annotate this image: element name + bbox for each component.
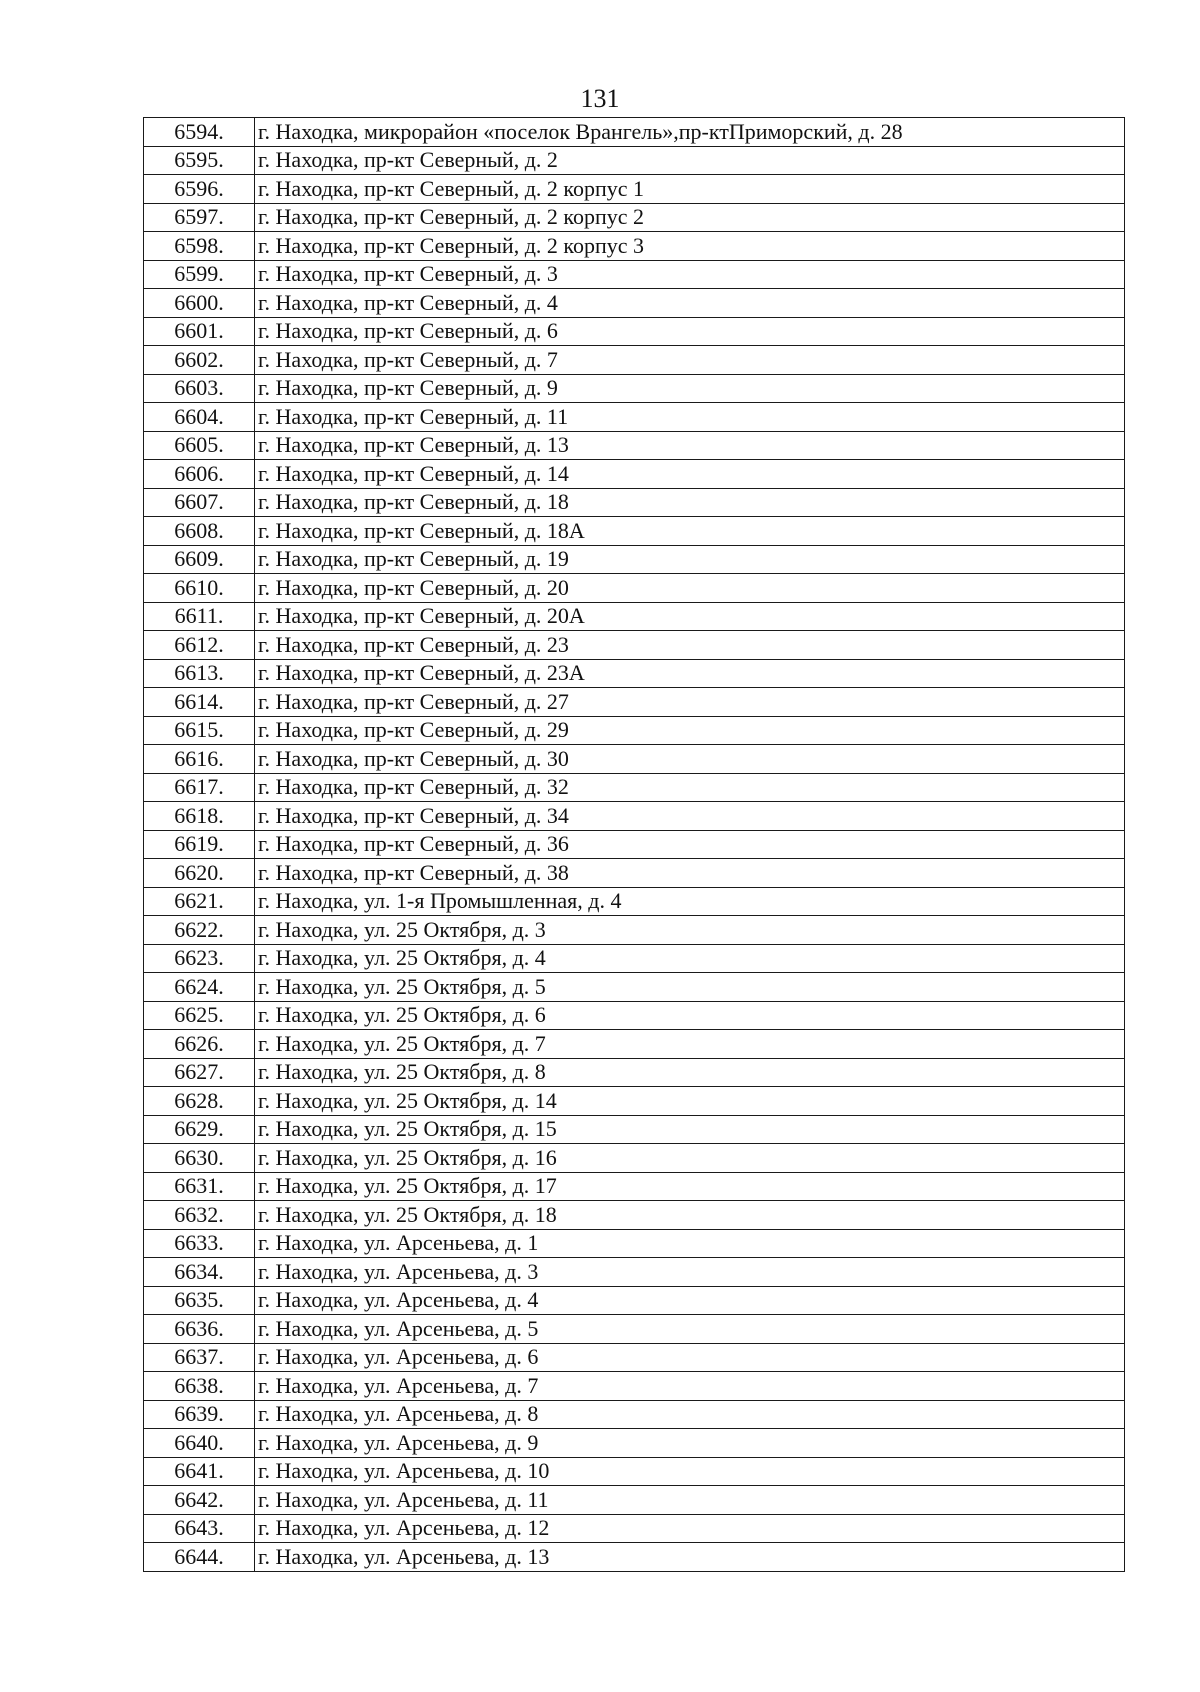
address-cell: г. Находка, пр-кт Северный, д. 20 xyxy=(255,574,1125,603)
table-row xyxy=(144,1486,1125,1515)
address-cell: г. Находка, ул. 25 Октября, д. 15 xyxy=(255,1115,1125,1144)
row-number-cell: 6642. xyxy=(144,1486,255,1515)
row-number-cell: 6596. xyxy=(144,175,255,204)
address-cell: г. Находка, ул. Арсеньева, д. 1 xyxy=(255,1229,1125,1258)
address-cell: г. Находка, пр-кт Северный, д. 23А xyxy=(255,659,1125,688)
table-row xyxy=(144,1286,1125,1315)
address-cell: г. Находка, ул. 1-я Промышленная, д. 4 xyxy=(255,887,1125,916)
address-cell: г. Находка, пр-кт Северный, д. 7 xyxy=(255,346,1125,375)
row-number-cell: 6594. xyxy=(144,118,255,147)
table-row xyxy=(144,346,1125,375)
row-number-cell: 6614. xyxy=(144,688,255,717)
table-row xyxy=(144,1400,1125,1429)
table-row xyxy=(144,1058,1125,1087)
address-cell: г. Находка, ул. Арсеньева, д. 13 xyxy=(255,1543,1125,1572)
address-cell: г. Находка, пр-кт Северный, д. 13 xyxy=(255,431,1125,460)
table-row xyxy=(144,1087,1125,1116)
address-cell: г. Находка, пр-кт Северный, д. 9 xyxy=(255,374,1125,403)
address-cell: г. Находка, ул. Арсеньева, д. 3 xyxy=(255,1258,1125,1287)
table-row xyxy=(144,374,1125,403)
table-row xyxy=(144,1543,1125,1572)
address-cell: г. Находка, ул. 25 Октября, д. 18 xyxy=(255,1201,1125,1230)
address-cell: г. Находка, ул. Арсеньева, д. 10 xyxy=(255,1457,1125,1486)
row-number-cell: 6624. xyxy=(144,973,255,1002)
table-row xyxy=(144,973,1125,1002)
address-cell: г. Находка, пр-кт Северный, д. 32 xyxy=(255,773,1125,802)
address-cell: г. Находка, пр-кт Северный, д. 4 xyxy=(255,289,1125,318)
row-number-cell: 6635. xyxy=(144,1286,255,1315)
row-number-cell: 6607. xyxy=(144,488,255,517)
address-cell: г. Находка, пр-кт Северный, д. 38 xyxy=(255,859,1125,888)
table-row xyxy=(144,146,1125,175)
address-cell: г. Находка, пр-кт Северный, д. 2 корпус 1 xyxy=(255,175,1125,204)
address-cell: г. Находка, пр-кт Северный, д. 27 xyxy=(255,688,1125,717)
table-row xyxy=(144,830,1125,859)
table-row xyxy=(144,802,1125,831)
table-row xyxy=(144,1201,1125,1230)
table-row xyxy=(144,118,1125,147)
row-number-cell: 6629. xyxy=(144,1115,255,1144)
row-number-cell: 6633. xyxy=(144,1229,255,1258)
address-cell: г. Находка, пр-кт Северный, д. 36 xyxy=(255,830,1125,859)
row-number-cell: 6600. xyxy=(144,289,255,318)
table-row xyxy=(144,916,1125,945)
row-number-cell: 6626. xyxy=(144,1030,255,1059)
row-number-cell: 6603. xyxy=(144,374,255,403)
row-number-cell: 6625. xyxy=(144,1001,255,1030)
address-cell: г. Находка, ул. Арсеньева, д. 9 xyxy=(255,1429,1125,1458)
address-cell: г. Находка, ул. Арсеньева, д. 12 xyxy=(255,1514,1125,1543)
table-row xyxy=(144,631,1125,660)
row-number-cell: 6604. xyxy=(144,403,255,432)
address-cell: г. Находка, ул. Арсеньева, д. 11 xyxy=(255,1486,1125,1515)
row-number-cell: 6606. xyxy=(144,460,255,489)
row-number-cell: 6615. xyxy=(144,716,255,745)
address-cell: г. Находка, ул. 25 Октября, д. 6 xyxy=(255,1001,1125,1030)
address-cell: г. Находка, ул. 25 Октября, д. 16 xyxy=(255,1144,1125,1173)
row-number-cell: 6622. xyxy=(144,916,255,945)
row-number-cell: 6620. xyxy=(144,859,255,888)
table-row xyxy=(144,1144,1125,1173)
row-number-cell: 6621. xyxy=(144,887,255,916)
table-row xyxy=(144,517,1125,546)
address-cell: г. Находка, пр-кт Северный, д. 18 xyxy=(255,488,1125,517)
table-row xyxy=(144,1457,1125,1486)
row-number-cell: 6597. xyxy=(144,203,255,232)
address-cell: г. Находка, ул. 25 Октября, д. 5 xyxy=(255,973,1125,1002)
row-number-cell: 6634. xyxy=(144,1258,255,1287)
table-row xyxy=(144,887,1125,916)
row-number-cell: 6637. xyxy=(144,1343,255,1372)
table-row xyxy=(144,203,1125,232)
row-number-cell: 6623. xyxy=(144,944,255,973)
table-row xyxy=(144,1172,1125,1201)
row-number-cell: 6638. xyxy=(144,1372,255,1401)
row-number-cell: 6601. xyxy=(144,317,255,346)
address-cell: г. Находка, пр-кт Северный, д. 23 xyxy=(255,631,1125,660)
address-cell: г. Находка, пр-кт Северный, д. 30 xyxy=(255,745,1125,774)
table-row xyxy=(144,460,1125,489)
row-number-cell: 6612. xyxy=(144,631,255,660)
table-row xyxy=(144,716,1125,745)
address-cell: г. Находка, пр-кт Северный, д. 2 корпус 3 xyxy=(255,232,1125,261)
row-number-cell: 6643. xyxy=(144,1514,255,1543)
table-row xyxy=(144,1030,1125,1059)
row-number-cell: 6627. xyxy=(144,1058,255,1087)
address-cell: г. Находка, пр-кт Северный, д. 14 xyxy=(255,460,1125,489)
address-cell: г. Находка, микрорайон «поселок Врангель»,пр-ктПриморский, д. 28 xyxy=(255,118,1125,147)
row-number-cell: 6628. xyxy=(144,1087,255,1116)
table-row xyxy=(144,859,1125,888)
table-row xyxy=(144,773,1125,802)
row-number-cell: 6605. xyxy=(144,431,255,460)
address-table-body xyxy=(144,118,1125,1572)
address-table xyxy=(143,117,1125,1572)
address-cell: г. Находка, ул. Арсеньева, д. 8 xyxy=(255,1400,1125,1429)
table-row xyxy=(144,289,1125,318)
row-number-cell: 6617. xyxy=(144,773,255,802)
address-cell: г. Находка, ул. Арсеньева, д. 4 xyxy=(255,1286,1125,1315)
address-cell: г. Находка, ул. 25 Октября, д. 17 xyxy=(255,1172,1125,1201)
address-cell: г. Находка, ул. 25 Октября, д. 14 xyxy=(255,1087,1125,1116)
address-cell: г. Находка, пр-кт Северный, д. 2 корпус 2 xyxy=(255,203,1125,232)
table-row xyxy=(144,488,1125,517)
table-row xyxy=(144,1514,1125,1543)
table-row xyxy=(144,1343,1125,1372)
table-row xyxy=(144,1372,1125,1401)
address-cell: г. Находка, пр-кт Северный, д. 20А xyxy=(255,602,1125,631)
table-row xyxy=(144,1115,1125,1144)
table-row xyxy=(144,403,1125,432)
page-number: 131 xyxy=(580,84,620,113)
address-cell: г. Находка, ул. 25 Октября, д. 7 xyxy=(255,1030,1125,1059)
table-row xyxy=(144,659,1125,688)
address-cell: г. Находка, пр-кт Северный, д. 11 xyxy=(255,403,1125,432)
row-number-cell: 6613. xyxy=(144,659,255,688)
row-number-cell: 6640. xyxy=(144,1429,255,1458)
table-row xyxy=(144,431,1125,460)
table-row xyxy=(144,745,1125,774)
table-row xyxy=(144,944,1125,973)
row-number-cell: 6639. xyxy=(144,1400,255,1429)
table-row xyxy=(144,1001,1125,1030)
address-cell: г. Находка, пр-кт Северный, д. 6 xyxy=(255,317,1125,346)
address-cell: г. Находка, ул. 25 Октября, д. 8 xyxy=(255,1058,1125,1087)
table-row xyxy=(144,232,1125,261)
address-cell: г. Находка, ул. Арсеньева, д. 5 xyxy=(255,1315,1125,1344)
table-row xyxy=(144,175,1125,204)
row-number-cell: 6616. xyxy=(144,745,255,774)
row-number-cell: 6595. xyxy=(144,146,255,175)
address-cell: г. Находка, пр-кт Северный, д. 18А xyxy=(255,517,1125,546)
row-number-cell: 6610. xyxy=(144,574,255,603)
row-number-cell: 6611. xyxy=(144,602,255,631)
row-number-cell: 6608. xyxy=(144,517,255,546)
address-cell: г. Находка, пр-кт Северный, д. 34 xyxy=(255,802,1125,831)
address-cell: г. Находка, ул. Арсеньева, д. 7 xyxy=(255,1372,1125,1401)
address-cell: г. Находка, пр-кт Северный, д. 3 xyxy=(255,260,1125,289)
row-number-cell: 6598. xyxy=(144,232,255,261)
table-row xyxy=(144,1429,1125,1458)
address-cell: г. Находка, пр-кт Северный, д. 2 xyxy=(255,146,1125,175)
table-row xyxy=(144,317,1125,346)
row-number-cell: 6641. xyxy=(144,1457,255,1486)
row-number-cell: 6602. xyxy=(144,346,255,375)
table-row xyxy=(144,260,1125,289)
table-row xyxy=(144,545,1125,574)
table-row xyxy=(144,1258,1125,1287)
table-row xyxy=(144,1229,1125,1258)
table-row xyxy=(144,1315,1125,1344)
address-cell: г. Находка, ул. 25 Октября, д. 3 xyxy=(255,916,1125,945)
row-number-cell: 6644. xyxy=(144,1543,255,1572)
address-cell: г. Находка, ул. 25 Октября, д. 4 xyxy=(255,944,1125,973)
table-row xyxy=(144,602,1125,631)
row-number-cell: 6599. xyxy=(144,260,255,289)
row-number-cell: 6618. xyxy=(144,802,255,831)
address-cell: г. Находка, ул. Арсеньева, д. 6 xyxy=(255,1343,1125,1372)
row-number-cell: 6630. xyxy=(144,1144,255,1173)
address-cell: г. Находка, пр-кт Северный, д. 29 xyxy=(255,716,1125,745)
row-number-cell: 6631. xyxy=(144,1172,255,1201)
row-number-cell: 6609. xyxy=(144,545,255,574)
row-number-cell: 6636. xyxy=(144,1315,255,1344)
address-cell: г. Находка, пр-кт Северный, д. 19 xyxy=(255,545,1125,574)
row-number-cell: 6619. xyxy=(144,830,255,859)
table-row xyxy=(144,574,1125,603)
row-number-cell: 6632. xyxy=(144,1201,255,1230)
table-row xyxy=(144,688,1125,717)
